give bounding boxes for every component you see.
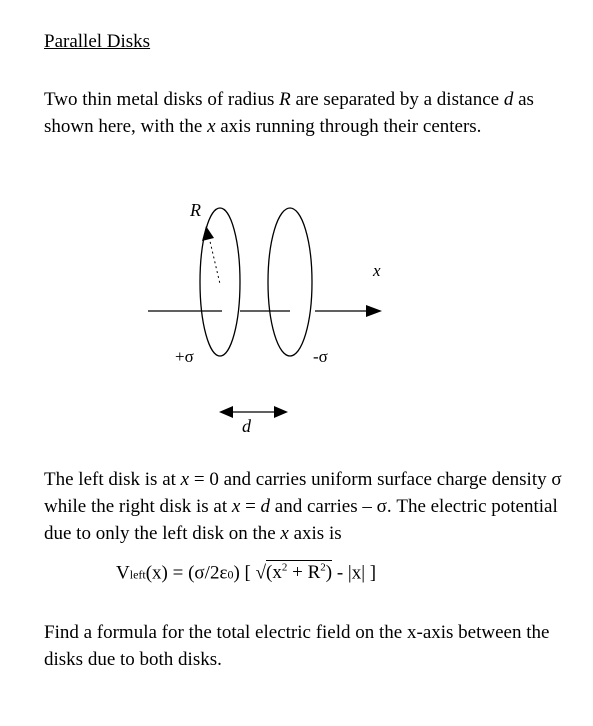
intro-paragraph: Two thin metal disks of radius R are separated by a distance d as shown here, with the x axis running through their centers. [44, 89, 534, 137]
radius-dashed-line [209, 237, 220, 284]
middle-paragraph: The left disk is at x = 0 and carries uniform surface charge density σ while the right disk is at x = d and carries – σ. The electric potential due to only the left disk on the x axis is [44, 469, 562, 544]
d-arrow-left-head [219, 406, 233, 418]
label-minus-sigma: -σ [313, 347, 328, 366]
axis-arrowhead [366, 305, 382, 317]
page-title: Parallel Disks [44, 31, 151, 52]
radius-arrowhead [202, 226, 214, 241]
parallel-disks-diagram [0, 190, 593, 450]
potential-formula: Vleft(x) = (σ/2ε0) [ $√(x^2 + R^2) - |x|$ ] [116, 562, 377, 584]
question-paragraph: Find a formula for the total electric field on the x-axis between the disks due to both disks. [44, 622, 550, 670]
right-disk [268, 208, 312, 356]
label-x: x [373, 261, 381, 280]
label-plus-sigma: +σ [175, 347, 194, 366]
label-R: R [190, 200, 201, 220]
label-d: d [242, 416, 251, 436]
d-arrow-right-head [274, 406, 288, 418]
